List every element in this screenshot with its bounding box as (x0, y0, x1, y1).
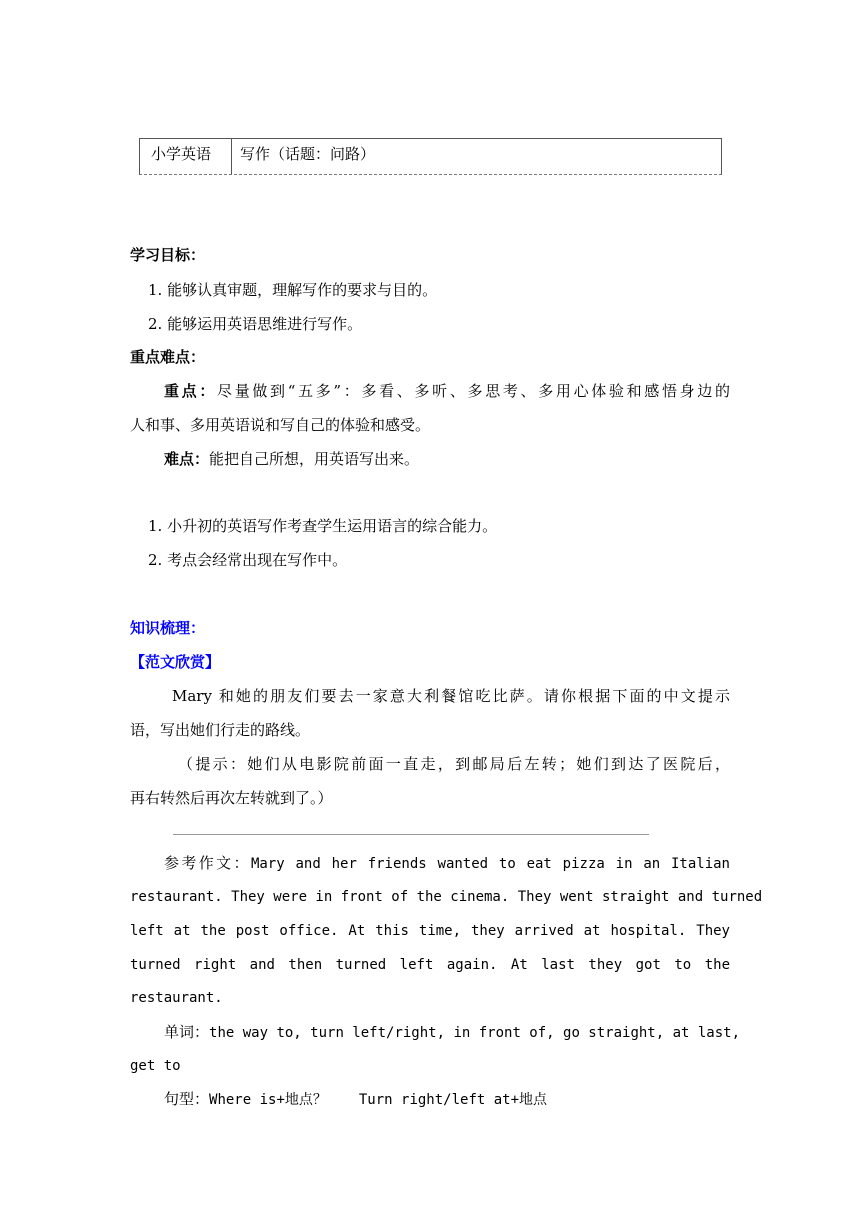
vocab-text-1: the way to, turn left/right, in front of, go straight, at last, (209, 1025, 741, 1041)
objectives-heading: 学习目标： (130, 246, 206, 264)
prompt-line-1: Mary 和她的朋友们要去一家意大利餐馆吃比萨。请你根据下面的中文提示 (172, 687, 730, 705)
key-points-heading: 重点难点： (130, 348, 206, 366)
vocab-label: 单词： (164, 1023, 210, 1041)
subject-cell: 小学英语 (140, 139, 232, 174)
difficult-text: 能把自己所想，用英语写出来。 (209, 450, 420, 468)
essay-line-2: restaurant. They were in front of the cinema. They went straight and turned (130, 889, 763, 905)
sentence-pattern-line (164, 1089, 547, 1110)
prompt-line-2: 语，写出她们行走的路线。 (130, 721, 311, 739)
objective-item-1: 1. 能够认真审题，理解写作的要求与目的。 (148, 281, 438, 299)
essay-line-4: turned right and then turned left again. At last they got to the (130, 957, 730, 973)
difficult-point-line (164, 449, 419, 469)
header-table (139, 138, 722, 175)
difficult-label: 难点： (164, 450, 210, 468)
vocab-line-2: get to (130, 1058, 181, 1074)
key-point-line-1 (164, 381, 730, 401)
key-text-1: 尽量做到“五多”：多看、多听、多思考、多用心体验和感悟身边的 (217, 382, 730, 400)
section-label: 【范文欣赏】 (130, 653, 221, 671)
essay-line-5: restaurant. (130, 990, 223, 1006)
objective-item-2: 2. 能够运用英语思维进行写作。 (148, 315, 363, 333)
sentence-pattern-1: Where is+地点？ (209, 1092, 327, 1108)
hint-line-2: 再右转然后再次左转就到了。） (130, 789, 333, 807)
hint-line-1: （提示：她们从电影院前面一直走，到邮局后左转；她们到达了医院后， (178, 755, 730, 773)
exam-note-1: 1. 小升初的英语写作考查学生运用语言的综合能力。 (148, 517, 498, 535)
knowledge-heading: 知识梳理： (130, 619, 206, 637)
essay-line-1 (164, 853, 730, 874)
key-label: 重点： (164, 382, 218, 400)
key-point-line-2: 人和事、多用英语说和写自己的体验和感受。 (130, 416, 431, 434)
essay-label: 参考作文： (164, 854, 251, 872)
essay-line-3: left at the post office. At this time, they arrived at hospital. They (130, 923, 730, 939)
essay-text-1: Mary and her friends wanted to eat pizza in an Italian (250, 856, 730, 872)
exam-note-2: 2. 考点会经常出现在写作中。 (148, 551, 348, 569)
vocab-line-1 (164, 1022, 741, 1043)
sentence-pattern-2: Turn right/left at+地点 (358, 1092, 548, 1108)
sentences-label: 句型： (164, 1090, 210, 1108)
topic-cell: 写作（话题：问路） (240, 145, 376, 163)
divider-line (173, 834, 649, 835)
